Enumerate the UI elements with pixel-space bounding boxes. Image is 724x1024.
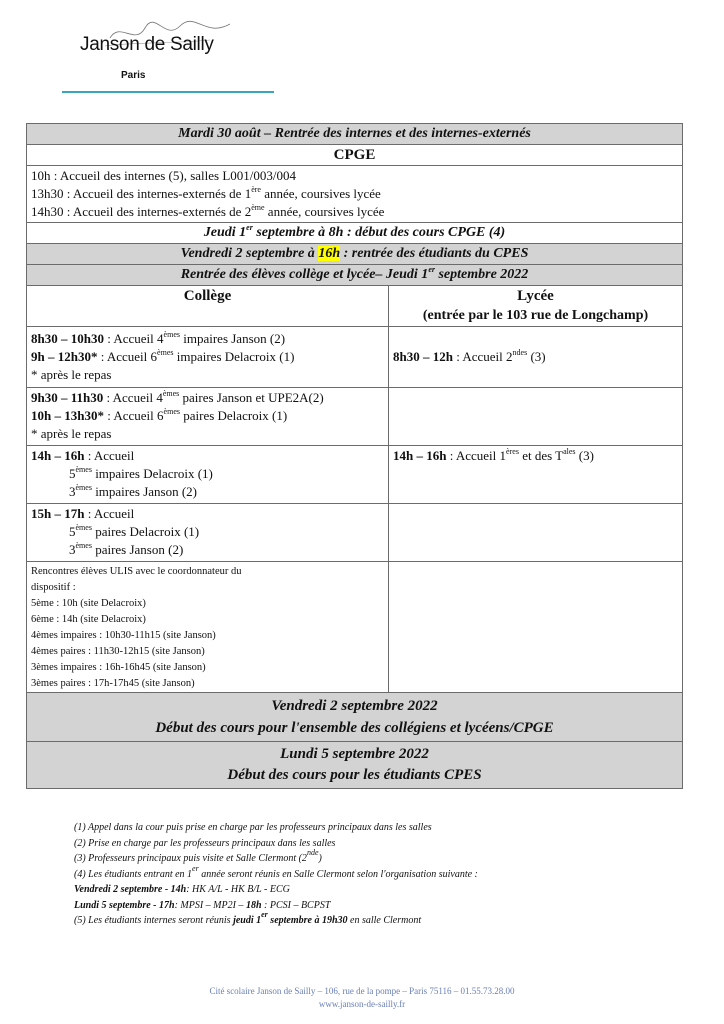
lycee-row-3: 14h – 16h : Accueil 1ères et des $T^{ales}$ (3)	[389, 446, 683, 504]
row-2	[27, 388, 683, 446]
lycee-row-ulis	[389, 562, 683, 693]
page-footer	[0, 985, 724, 1011]
cpge-line-1: 10h : Accueil des internes (5), salles L001/003/004	[31, 168, 297, 183]
note-4: (4) Les étudiants entrant en 1er année seront réunis en Salle Clermont selon l'organisation suivante :	[74, 863, 478, 880]
ulis-info: Rencontres élèves ULIS avec le coordonnateur du dispositif : 5ème : 10h (site Delacroix) 6ème : 14h (site Delacroix) 4èmes impaires : 10h30-11h15 (site Janson) 4èmes paires : 11h30-12h15 (site Janson) 3èmes impaires : 16h-16h45 (site Janson) 3èmes paires : 17h-17h45 (site Janson)	[27, 562, 389, 693]
column-college: Collège	[27, 286, 389, 327]
logo-city: Paris	[121, 70, 146, 81]
footer-address: Cité scolaire Janson de Sailly – 106, rue de la pompe – Paris 75116 – 01.55.73.28.00	[209, 986, 515, 996]
note-5: (5) Les étudiants internes seront réunis jeudi 1er septembre à 19h30 en salle Clermont	[74, 910, 422, 926]
cpge-line-3: 14h30 : Accueil des internes-externés de 2ème année, coursives lycée	[31, 203, 385, 219]
lycee-row-1: 8h30 – 12h : Accueil $2^{ndes}$ (3)	[389, 327, 683, 388]
header-mardi-row	[27, 124, 683, 145]
cpge-title: CPGE	[27, 145, 683, 166]
schedule-table	[26, 123, 683, 789]
column-lycee: Lycée (entrée par le 103 rue de Longchamp)	[389, 286, 683, 327]
footer-website[interactable]: www.janson-de-sailly.fr	[318, 999, 406, 1009]
cpge-details	[27, 166, 683, 223]
row-1	[27, 327, 683, 388]
jeudi-cpge: Jeudi 1er septembre à 8h : début des cours CPGE (4)	[27, 223, 683, 244]
note-1: (1) Appel dans la cour puis prise en charge par les professeurs principaux dans les salles	[74, 822, 432, 833]
note-4-lundi: Lundi 5 septembre - 17h: MPSI – MP2I – 18h : PCSI – BCPST	[74, 899, 331, 911]
school-logo	[40, 12, 240, 90]
rentree-college-lycee: Rentrée des élèves collège et lycée– Jeudi 1er septembre 2022	[27, 265, 683, 286]
college-row-1: 8h30 – 10h30 : Accueil 4èmes impaires Janson (2) 9h – 12h30* : Accueil 6èmes impaires Delacroix (1) * après le repas	[27, 327, 389, 388]
college-row-4: 15h – 17h : Accueil 5èmes paires Delacroix (1) 3èmes paires Janson (2)	[27, 504, 389, 562]
logo-title: Janson de Sailly	[80, 34, 214, 55]
lundi-5-septembre: Lundi 5 septembre 2022 Début des cours pour les étudiants CPES	[27, 742, 683, 789]
cpge-line-2: 13h30 : Accueil des internes-externés de 1ère année, coursives lycée	[31, 185, 381, 201]
note-2: (2) Prise en charge par les professeurs principaux dans les salles	[74, 837, 336, 849]
row-3	[27, 446, 683, 504]
college-row-2: 9h30 – 11h30 : Accueil 4èmes paires Janson et UPE2A(2) 10h – 13h30* : Accueil 6èmes paires Delacroix (1) * après le repas	[27, 388, 389, 446]
vendredi-2-septembre: Vendredi 2 septembre 2022 Début des cours pour l'ensemble des collégiens et lycéens/CPGE	[27, 693, 683, 742]
header-mardi: Mardi 30 août – Rentrée des internes et des internes-externés	[27, 124, 683, 145]
note-4-vendredi: Vendredi 2 septembre - 14h: HK A/L - HK B/L - ECG	[74, 884, 290, 895]
vendredi-cpes: Vendredi 2 septembre à 16h : rentrée des étudiants du CPES	[27, 244, 683, 265]
row-ulis	[27, 562, 683, 693]
lycee-row-4	[389, 504, 683, 562]
note-3: (3) Professeurs principaux puis visite et Salle Clermont (2nde)	[74, 848, 322, 864]
logo-underline	[62, 91, 274, 93]
lycee-row-2	[389, 388, 683, 446]
row-4	[27, 504, 683, 562]
highlight-16h: 16h	[318, 246, 341, 261]
footnotes	[74, 820, 674, 929]
college-row-3: 14h – 16h : Accueil 5èmes impaires Delacroix (1) 3èmes impaires Janson (2)	[27, 446, 389, 504]
